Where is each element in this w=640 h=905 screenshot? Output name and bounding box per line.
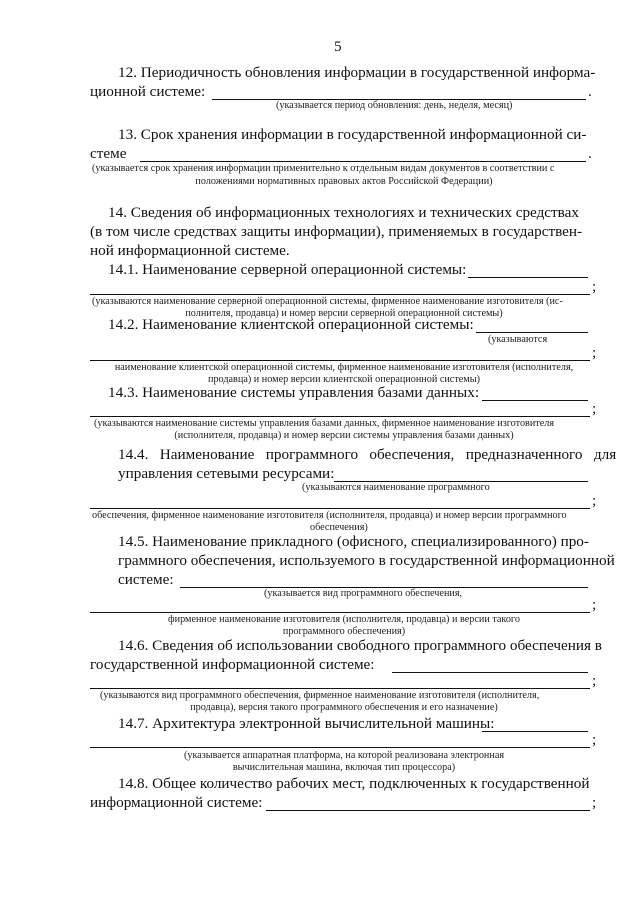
section-14-8-field[interactable] [266,810,590,811]
section-14-line2: (в том числе средствах защиты информации), применяемых в государствен- [90,223,583,240]
section-14-1-field-a[interactable] [468,277,588,278]
section-14-3-hint-1: (указываются наименование системы управления базами данных, фирменное наименование изготовителя [94,418,555,429]
semicolon-mark: ; [592,731,597,748]
section-14-7-hint-2: вычислительная машина, включая тип процессора) [232,762,456,773]
section-14-3-hint-2: (исполнителя, продавца) и номер версии системы управления базами данных) [174,430,514,441]
section-12-hint: (указывается период обновления: день, неделя, месяц) [276,100,513,111]
section-14-5-line1: 14.5. Наименование прикладного (офисного, специализированного) про- [118,533,589,550]
period-mark: . [588,83,592,100]
section-14-line1: 14. Сведения об информационных технологиях и технических средствах [108,204,579,221]
section-12-line2: ционной системе: [90,83,206,100]
section-14-2-hint-2: продавца) и номер версии клиентской операционной системы) [208,374,480,385]
section-14-6-field-b[interactable] [90,688,590,689]
semicolon-mark: ; [592,344,597,361]
section-14-8-line1: 14.8. Общее количество рабочих мест, подключенных к государственной [118,775,590,792]
semicolon-mark: ; [592,400,597,417]
section-14-5-hint-1: фирменное наименование изготовителя (исполнителя, продавца) и версии такого [168,614,520,625]
section-14-2-field-b[interactable] [90,360,590,361]
section-14-4-line2: управления сетевыми ресурсами: [118,465,335,482]
section-14-5-hint-a: (указывается вид программного обеспечения, [264,588,463,599]
section-14-7-field-b[interactable] [90,747,590,748]
section-14-4-hint-2: обеспечения) [310,522,368,533]
section-14-4-hint-1: обеспечения, фирменное наименование изготовителя (исполнителя, продавца) и номер версии программного [92,510,567,521]
section-14-6-field-a[interactable] [392,672,588,673]
section-13-line2: стеме [90,145,127,162]
period-mark: . [588,145,592,162]
section-14-1-field-b[interactable] [90,294,590,295]
section-14-5-hint-2: программного обеспечения) [282,626,406,637]
section-14-7-hint-1: (указывается аппаратная платформа, на которой реализована электронная [183,750,505,761]
semicolon-mark: ; [592,278,597,295]
section-14-5-line3: системе: [118,571,174,588]
section-14-3-field-a[interactable] [482,400,588,401]
section-14-2-hint-1: наименование клиентской операционной системы, фирменное наименование изготовителя (исполнителя, [114,362,574,373]
section-14-1-title: 14.1. Наименование серверной операционной системы: [108,261,467,278]
section-13-hint-2: положениями нормативных правовых актов Российской Федерации) [195,176,493,187]
section-12-line1: 12. Периодичность обновления информации в государственной информа- [118,64,596,81]
section-14-5-field-b[interactable] [90,612,590,613]
section-13-line1: 13. Срок хранения информации в государственной информационной си- [118,126,587,143]
section-14-6-hint-2: продавца), версия такого программного обеспечения и его назначение) [190,702,498,713]
section-14-1-hint-1: (указываются наименование серверной операционной системы, фирменное наименование изготовителя (ис- [92,296,563,307]
page-number: 5 [334,38,342,55]
section-14-4-field-b[interactable] [90,508,590,509]
section-13-hint-1: (указывается срок хранения информации применительно к отдельным видам документов в соответствии с [92,163,555,174]
section-14-8-line2: информационной системе: [90,794,263,811]
semicolon-mark: ; [592,596,597,613]
section-14-6-line1: 14.6. Сведения об использовании свободного программного обеспечения в [118,637,602,654]
section-14-7-title: 14.7. Архитектура электронной вычислительной машины: [118,715,495,732]
section-14-5-line2: граммного обеспечения, используемого в государственной информационной [118,552,615,569]
section-14-3-field-b[interactable] [90,416,590,417]
section-14-2-hint-a: (указываются [488,334,548,345]
semicolon-mark: ; [592,794,597,811]
section-13-field[interactable] [140,161,586,162]
section-14-2-field-a[interactable] [476,332,588,333]
section-14-4-hint-a: (указываются наименование программного [302,482,490,493]
section-14-7-field-a[interactable] [482,731,588,732]
section-14-2-title: 14.2. Наименование клиентской операционной системы: [108,316,474,333]
section-14-4-line1: 14.4. Наименование программного обеспечения, предназначенного для [118,446,617,463]
semicolon-mark: ; [592,672,597,689]
section-14-1-hint-2: полнителя, продавца) и номер версии серверной операционной системы) [185,308,503,319]
section-14-6-line2: государственной информационной системе: [90,656,375,673]
section-14-6-hint-1: (указываются вид программного обеспечения, фирменное наименование изготовителя (исполнителя, [100,690,540,701]
section-14-3-title: 14.3. Наименование системы управления базами данных: [108,384,480,401]
semicolon-mark: ; [592,492,597,509]
section-14-line3: ной информационной системе. [90,242,290,259]
